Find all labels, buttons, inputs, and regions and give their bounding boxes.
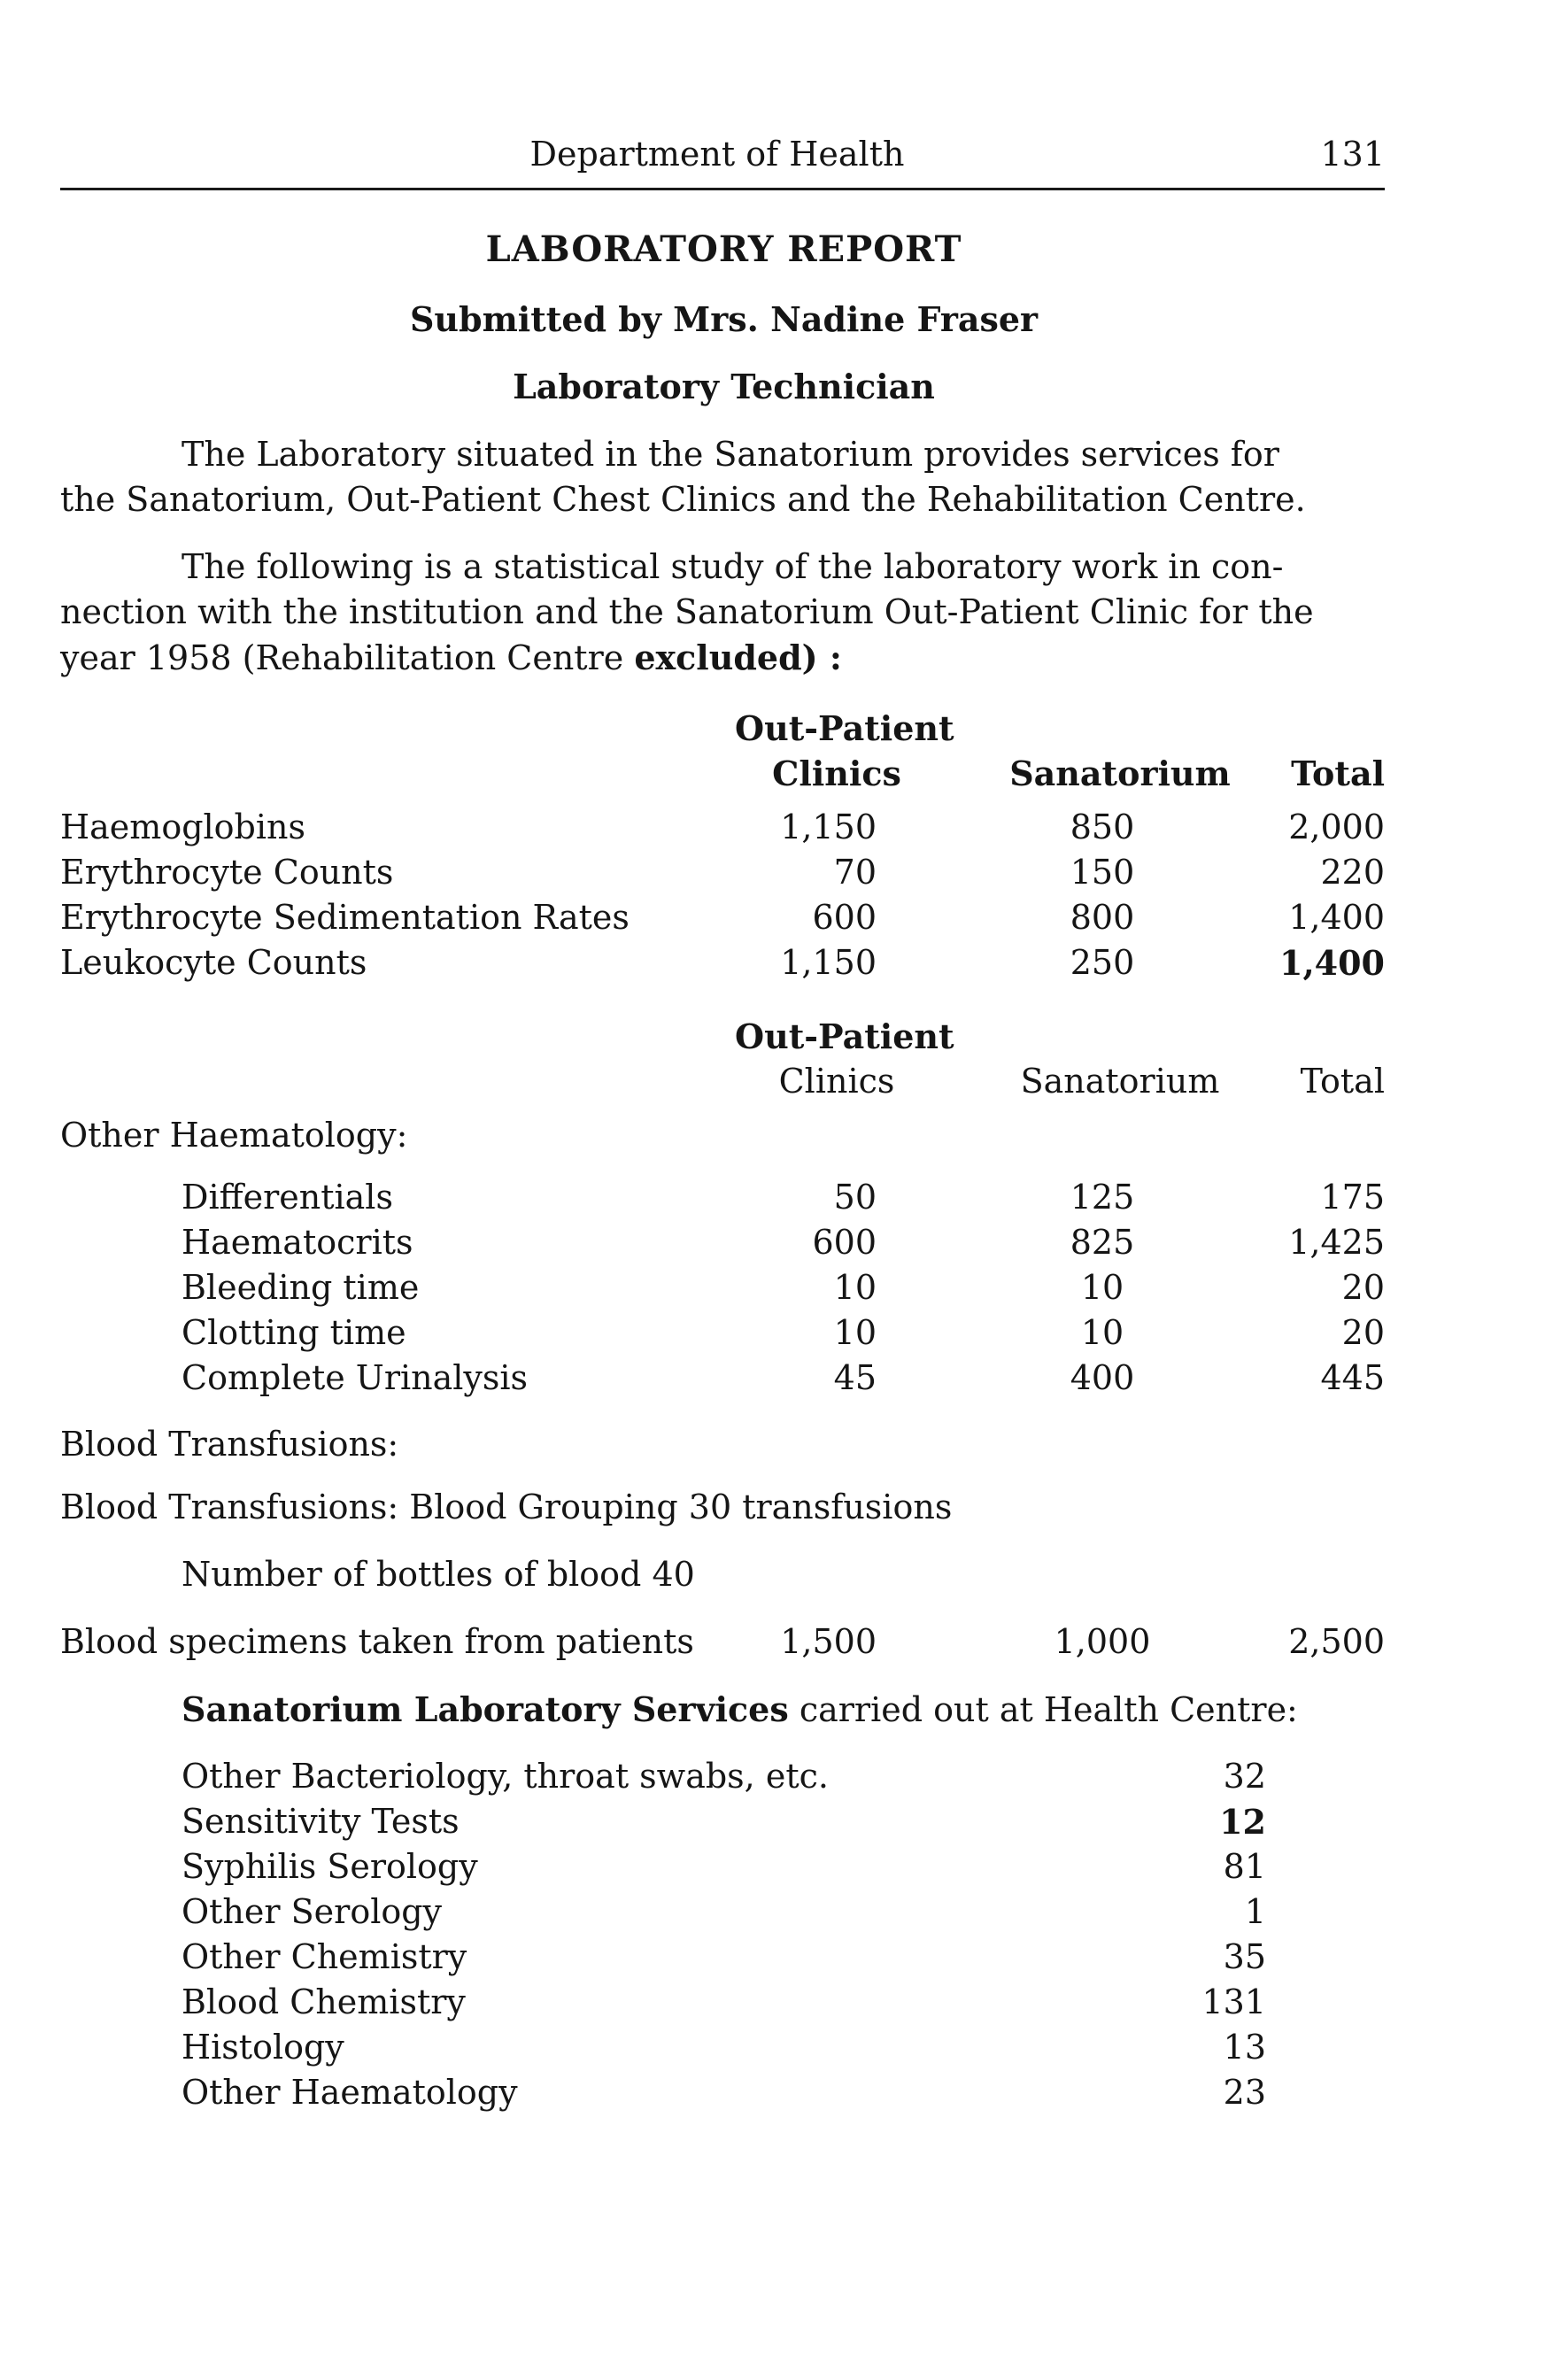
page-number: 131	[1320, 135, 1385, 174]
table2-section-label: Other Haematology:	[60, 1116, 408, 1155]
table1-row-san: 850	[1070, 808, 1135, 846]
health-centre-row-value: 12	[1219, 1802, 1266, 1842]
table1-row-total: 2,000	[1288, 808, 1385, 846]
table1-row-label: Erythrocyte Counts	[60, 853, 394, 892]
intro-p2-line3-bold: excluded) :	[634, 638, 842, 677]
table2-row-label: Clotting time	[182, 1313, 406, 1352]
health-centre-row-value: 13	[1223, 2028, 1266, 2067]
table1-header-opc-line1: Out-Patient	[735, 708, 954, 748]
health-centre-heading-rest: carried out at Health Centre:	[788, 1690, 1298, 1729]
table1-row-total: 1,400	[1279, 943, 1385, 983]
health-centre-heading-bold: Sanatorium Laboratory Services	[182, 1689, 789, 1729]
table2-row-label: Bleeding time	[182, 1268, 420, 1307]
intro-p1-line2: the Sanatorium, Out-Patient Chest Clinics and the Rehabilitation Centre.	[60, 480, 1306, 519]
health-centre-row-label: Histology	[182, 2028, 344, 2067]
table2-row-opc: 10	[833, 1268, 877, 1307]
specimens-san: 1,000	[1054, 1622, 1151, 1661]
table1-row-label: Erythrocyte Sedimentation Rates	[60, 898, 630, 937]
health-centre-row-value: 23	[1223, 2073, 1266, 2112]
table2-row-total: 445	[1320, 1358, 1385, 1397]
health-centre-row-label: Other Haematology	[182, 2073, 518, 2112]
table2-row-total: 1,425	[1288, 1223, 1385, 1262]
health-centre-row-label: Syphilis Serology	[182, 1847, 478, 1886]
table1-header-opc-line2: Clinics	[772, 753, 901, 793]
table1-row-san: 150	[1070, 853, 1135, 892]
table2-row-san: 400	[1070, 1358, 1135, 1397]
intro-p2-line3-regular: year 1958 (Rehabilitation Centre	[60, 638, 635, 677]
health-centre-row-value: 35	[1223, 1937, 1266, 1976]
running-title: Department of Health	[529, 135, 905, 174]
specimens-total: 2,500	[1288, 1622, 1385, 1661]
table2-row-total: 20	[1341, 1313, 1385, 1352]
table2-row-total: 175	[1320, 1178, 1385, 1217]
table2-row-opc: 600	[812, 1223, 877, 1262]
table1-row-label: Haemoglobins	[60, 808, 306, 846]
health-centre-row-value: 1	[1244, 1892, 1266, 1931]
table2-row-opc: 50	[833, 1178, 877, 1217]
table2-row-san: 10	[1080, 1268, 1124, 1307]
health-centre-heading	[182, 1689, 1298, 1729]
table2-header-total: Total	[1300, 1062, 1385, 1101]
table2-row-san: 125	[1070, 1178, 1135, 1217]
report-role: Laboratory Technician	[513, 367, 935, 406]
report-title: LABORATORY REPORT	[485, 228, 962, 270]
health-centre-row-label: Other Chemistry	[182, 1937, 467, 1976]
intro-p2-line3	[60, 635, 842, 681]
table1-row-opc: 70	[833, 853, 877, 892]
specimens-label: Blood specimens taken from patients	[60, 1622, 694, 1661]
table1-header-total: Total	[1291, 753, 1385, 793]
transfusions-heading: Blood Transfusions:	[60, 1425, 399, 1464]
table1-row-opc: 1,150	[780, 808, 877, 846]
health-centre-row-label: Sensitivity Tests	[182, 1802, 460, 1841]
table1-row-total: 1,400	[1288, 898, 1385, 937]
table1-row-opc: 600	[812, 898, 877, 937]
table1-header-sanatorium: Sanatorium	[1009, 753, 1231, 793]
table2-row-label: Differentials	[182, 1178, 393, 1217]
table2-row-label: Complete Urinalysis	[182, 1358, 529, 1397]
health-centre-row-value: 32	[1223, 1757, 1266, 1796]
intro-p2-line2: nection with the institution and the Sanatorium Out-Patient Clinic for the	[60, 592, 1314, 631]
table2-header-opc-line2: Clinics	[778, 1062, 895, 1101]
table2-row-total: 20	[1341, 1268, 1385, 1307]
health-centre-row-label: Blood Chemistry	[182, 1982, 466, 2021]
transfusions-grouping-line: Blood Transfusions: Blood Grouping 30 transfusions	[60, 1488, 953, 1526]
table1-row-san: 800	[1070, 898, 1135, 937]
specimens-opc: 1,500	[780, 1622, 877, 1661]
health-centre-row-value: 81	[1223, 1847, 1266, 1886]
table2-row-san: 10	[1080, 1313, 1124, 1352]
header-rule	[60, 188, 1385, 190]
table1-row-total: 220	[1320, 853, 1385, 892]
table2-row-opc: 10	[833, 1313, 877, 1352]
transfusions-bottles-line: Number of bottles of blood 40	[182, 1555, 695, 1594]
table1-row-label: Leukocyte Counts	[60, 943, 367, 982]
table2-row-label: Haematocrits	[182, 1223, 413, 1262]
intro-p2-line1: The following is a statistical study of the laboratory work in con-	[182, 547, 1284, 586]
table2-header-opc-line1: Out-Patient	[735, 1016, 954, 1056]
table1-row-san: 250	[1070, 943, 1135, 982]
health-centre-row-label: Other Serology	[182, 1892, 443, 1931]
table2-header-sanatorium: Sanatorium	[1020, 1062, 1220, 1101]
health-centre-row-label: Other Bacteriology, throat swabs, etc.	[182, 1757, 829, 1796]
intro-p1-line1: The Laboratory situated in the Sanatorium provides services for	[182, 435, 1279, 474]
report-author: Submitted by Mrs. Nadine Fraser	[409, 299, 1039, 339]
table2-row-san: 825	[1070, 1223, 1135, 1262]
table1-row-opc: 1,150	[780, 943, 877, 982]
table2-row-opc: 45	[833, 1358, 877, 1397]
health-centre-row-value: 131	[1201, 1982, 1266, 2021]
